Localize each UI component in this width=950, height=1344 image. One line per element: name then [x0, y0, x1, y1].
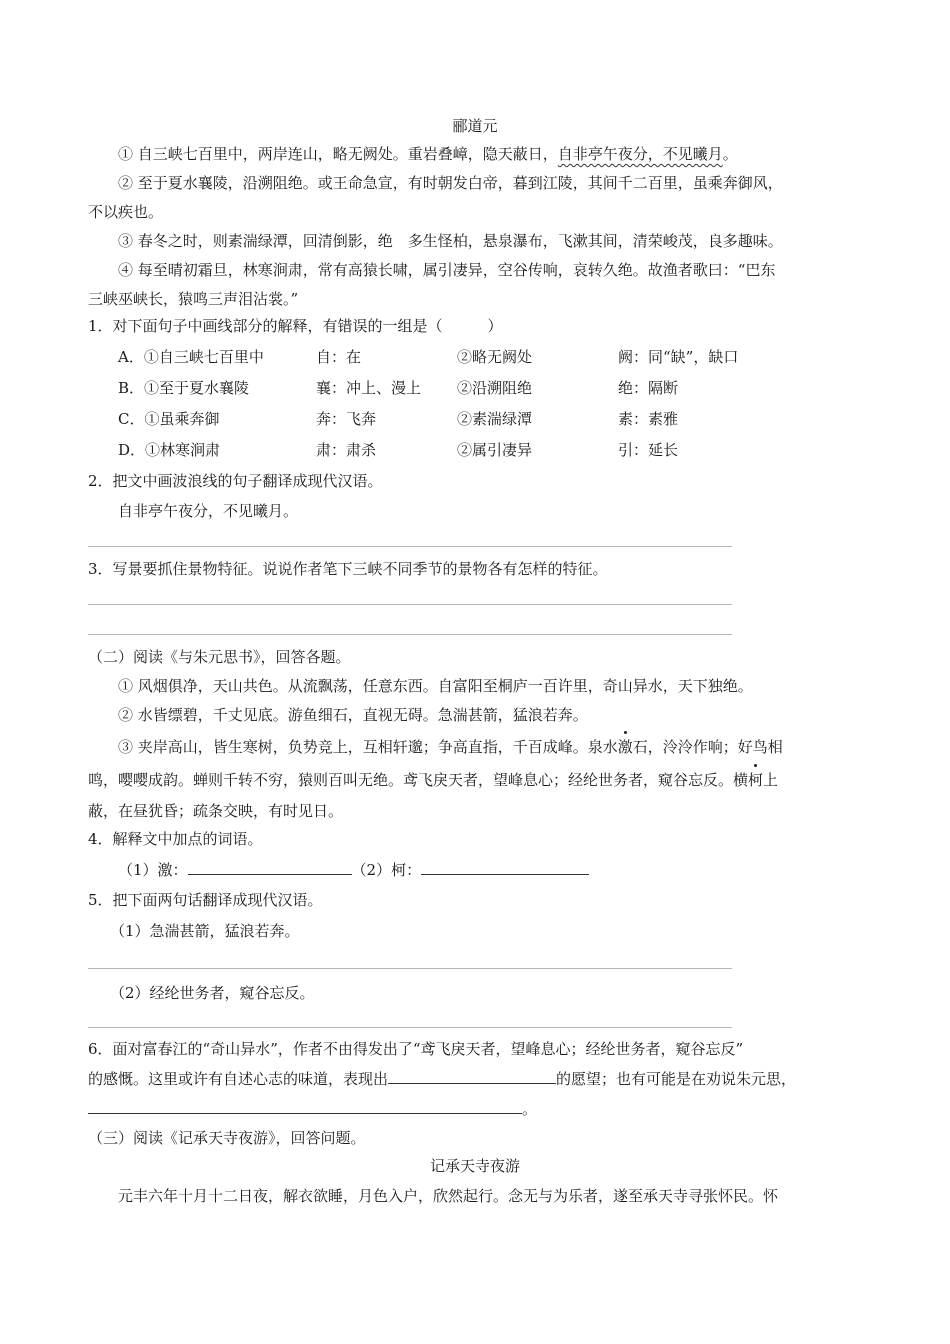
question-6-line-3 — [88, 1099, 537, 1119]
question-4-item-1-label: （1）激： — [118, 861, 188, 879]
question-6-line-2-b: 的愿望；也有可能是在劝说朱元思， — [556, 1070, 797, 1088]
option-c-sentence-1: C．①虽乘奔御 — [118, 410, 220, 428]
passage-2-paragraph-3-line-1 — [118, 737, 783, 757]
option-c-gloss-1: 奔：飞奔 — [316, 410, 377, 428]
paragraph-3-line-2-b: 上 — [763, 771, 779, 789]
question-1-stem: 1．对下面句子中画线部分的解释，有错误的一组是（ ） — [88, 317, 503, 335]
question-2-stem: 2．把文中画波浪线的句子翻译成现代汉语。 — [88, 472, 383, 490]
fill-in-blank[interactable] — [188, 860, 352, 875]
question-3-stem: 3．写景要抓住景物特征。说说作者笔下三峡不同季节的景物各有怎样的特征。 — [88, 560, 608, 578]
option-d-sentence-2: ②属引凄异 — [457, 441, 533, 459]
paragraph-1-text: ① 自三峡七百里中，两岸连山，略无阙处。重岩叠嶂，隐天蔽日， — [118, 145, 558, 163]
question-5-item-2: （2）经纶世务者，窥谷忘反。 — [110, 984, 315, 1002]
answer-line[interactable] — [88, 604, 732, 605]
answer-line[interactable] — [88, 968, 732, 969]
passage-paragraph-3: ③ 春冬之时，则素湍绿潭，回清倒影，绝 多生怪柏，悬泉瀑布，飞漱其间，清荣峻茂，良多趣味。 — [118, 232, 783, 250]
passage-paragraph-2-line-2: 不以疾也。 — [88, 203, 164, 221]
question-6-line-2 — [88, 1069, 796, 1089]
passage-paragraph-4-line-1: ④ 每至晴初霜旦，林寒涧肃，常有高猿长啸，属引凄异，空谷传响，哀转久绝。故渔者歌曰：“巴东 — [118, 261, 776, 279]
paragraph-3-line-2-a: 鸣，嘤嘤成韵。蝉则千转不穷，猿则百叫无绝。鸢飞戾天者，望峰息心；经纶世务者，窥谷忘反。横 — [88, 771, 749, 789]
fill-in-blank[interactable] — [421, 860, 589, 875]
option-b-gloss-1: 襄：冲上、漫上 — [316, 379, 422, 397]
fill-in-blank[interactable] — [88, 1099, 522, 1114]
question-5-stem: 5．把下面两句话翻译成现代汉语。 — [88, 891, 323, 909]
passage-paragraph-4-line-2: 三峡巫峡长，猿鸣三声泪沾裳。” — [88, 290, 299, 308]
passage-2-paragraph-2: ② 水皆缥碧，千丈见底。游鱼细石，直视无碍。急湍甚箭，猛浪若奔。 — [118, 706, 588, 724]
question-4-items — [118, 860, 589, 880]
paragraph-1-end: 。 — [722, 145, 738, 163]
question-4-stem: 4．解释文中加点的词语。 — [88, 830, 263, 848]
option-a-gloss-2: 阙：同“缺”，缺口 — [618, 348, 739, 366]
dotted-word-ke: 柯 — [748, 771, 764, 789]
option-a-gloss-1: 自：在 — [316, 348, 362, 366]
answer-line[interactable] — [88, 546, 732, 547]
passage-2-paragraph-1: ① 风烟俱净，天山共色。从流飘荡，任意东西。自富阳至桐庐一百许里，奇山异水，天下独绝。 — [118, 677, 753, 695]
option-a-sentence-2: ②略无阙处 — [457, 348, 533, 366]
section-3-heading: （三）阅读《记承天寺夜游》，回答问题。 — [88, 1129, 366, 1147]
question-4-item-2-label: （2）柯： — [351, 861, 422, 879]
passage-3-paragraph-1: 元丰六年十月十二日夜，解衣欲睡，月色入户，欣然起行。念无与为乐者，遂至承天寺寻张怀民。怀 — [118, 1187, 779, 1205]
question-6-line-2-a: 的感慨。这里或许有自述心志的味道，表现出 — [88, 1070, 389, 1088]
question-6-line-3-end: 。 — [522, 1100, 538, 1118]
paragraph-3-text-b: 石，泠泠作响；好鸟相 — [632, 738, 783, 756]
answer-line[interactable] — [88, 1027, 732, 1028]
option-d-gloss-2: 引：延长 — [618, 441, 679, 459]
passage-3-title: 记承天寺夜游 — [429, 1157, 520, 1175]
question-5-item-1: （1）急湍甚箭，猛浪若奔。 — [110, 922, 300, 940]
author-name: 郦道元 — [452, 117, 498, 135]
answer-line[interactable] — [88, 634, 732, 635]
section-2-heading: （二）阅读《与朱元思书》，回答各题。 — [88, 648, 351, 666]
option-c-sentence-2: ②素湍绿潭 — [457, 410, 533, 428]
question-2-sentence: 自非亭午夜分，不见曦月。 — [118, 502, 299, 520]
option-b-sentence-1: B．①至于夏水襄陵 — [118, 379, 250, 397]
fill-in-blank[interactable] — [388, 1069, 556, 1084]
wavy-underlined-sentence: 自非亭午夜分，不见曦月 — [557, 145, 723, 163]
option-a-sentence-1: A．①自三峡七百里中 — [118, 348, 264, 366]
passage-paragraph-1 — [118, 144, 738, 164]
question-6-line-1: 6．面对富春江的“奇山异水”，作者不由得发出了“鸢飞戾天者，望峰息心；经纶世务者，窥谷忘反” — [88, 1040, 744, 1058]
paragraph-3-text-a: ③ 夹岸高山，皆生寒树，负势竞上，互相轩邈；争高直指，千百成峰。泉水 — [118, 738, 618, 756]
option-d-sentence-1: D．①林寒涧肃 — [118, 441, 221, 459]
option-b-gloss-2: 绝：隔断 — [618, 379, 679, 397]
dotted-word-ji: 激 — [617, 738, 633, 756]
option-d-gloss-1: 肃：肃杀 — [316, 441, 377, 459]
passage-2-paragraph-3-line-3: 蔽，在昼犹昏；疏条交映，有时见日。 — [88, 802, 344, 820]
passage-2-paragraph-3-line-2 — [88, 770, 778, 790]
option-b-sentence-2: ②沿溯阻绝 — [457, 379, 533, 397]
option-c-gloss-2: 素：素雅 — [618, 410, 679, 428]
passage-paragraph-2-line-1: ② 至于夏水襄陵，沿溯阻绝。或王命急宣，有时朝发白帝，暮到江陵，其间千二百里，虽乘奔御风， — [118, 174, 783, 192]
